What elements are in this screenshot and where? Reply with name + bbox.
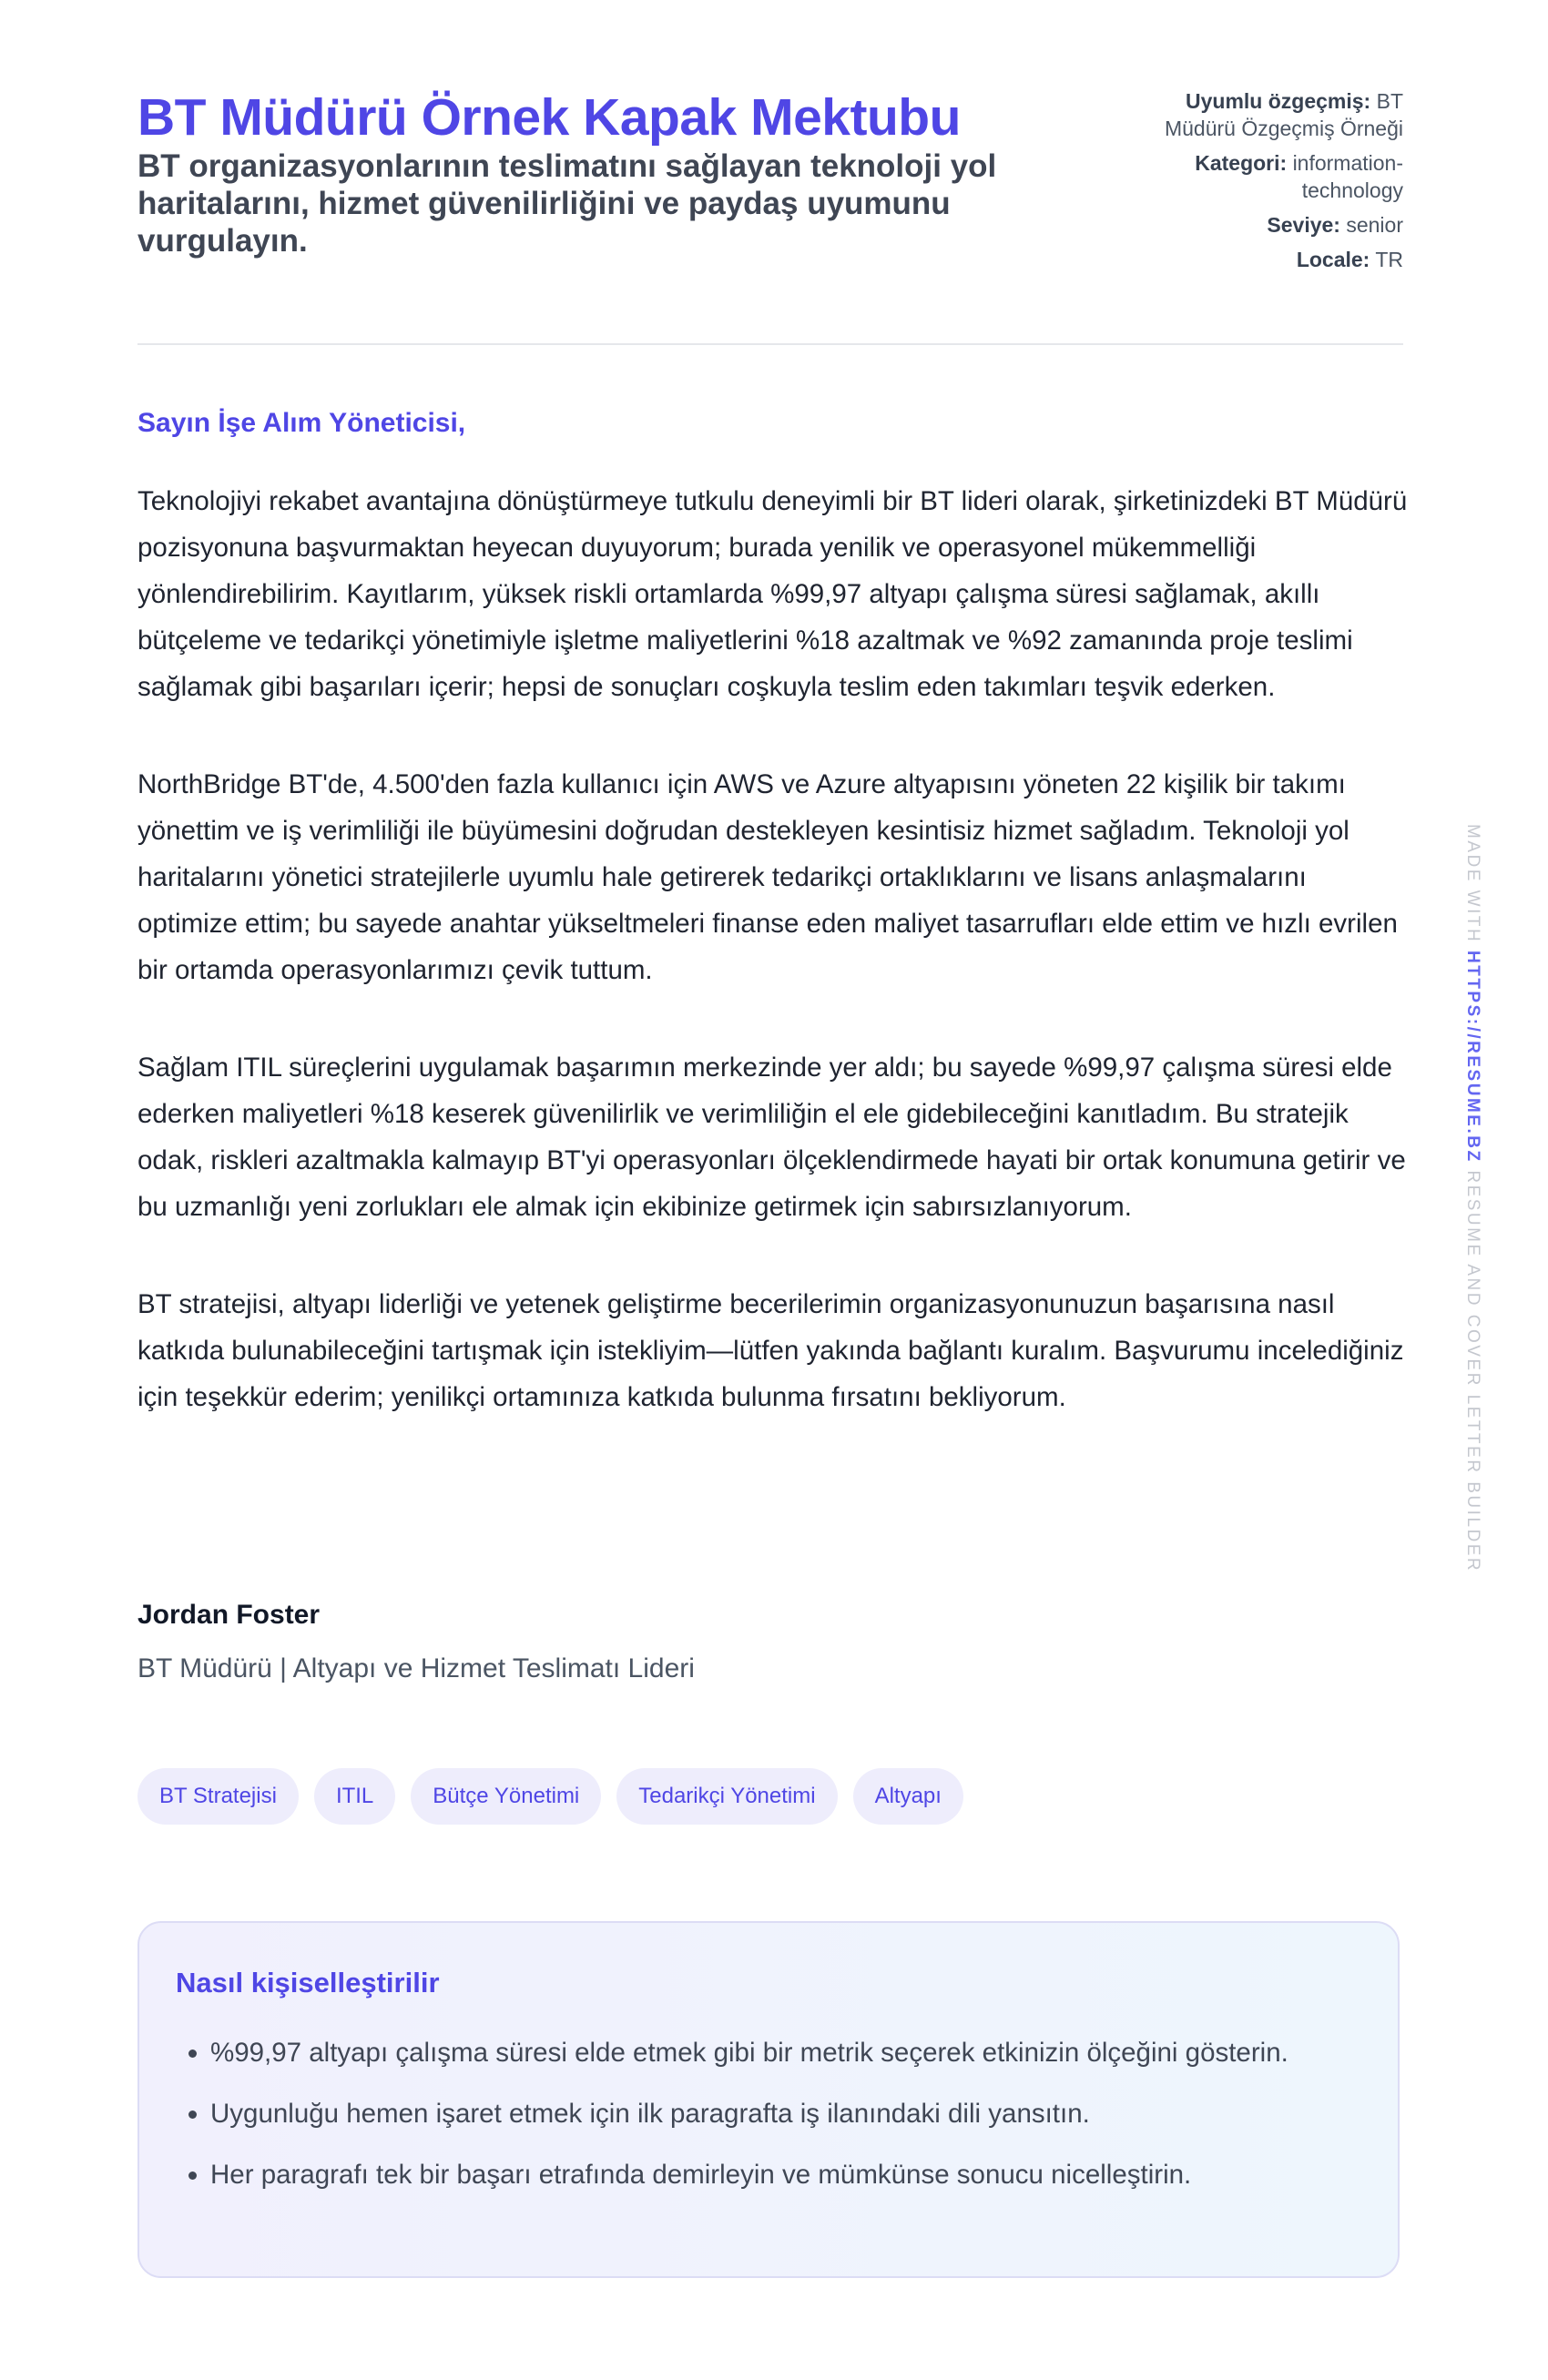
meta-locale: Locale: TR bbox=[1296, 248, 1403, 271]
tag-list bbox=[137, 1768, 963, 1825]
meta-compatible-resume: Uyumlu özgeçmiş: BT Müdürü Özgeçmiş Örneği bbox=[1164, 89, 1403, 140]
tip-item: • %99,97 altyapı çalışma süresi elde etmek gibi bir metrik seçerek etkinizin ölçeğini gösterin. bbox=[210, 2030, 1361, 2076]
meta-level: Seviye: senior bbox=[1267, 213, 1403, 237]
tag-chip: BT Stratejisi bbox=[137, 1768, 299, 1825]
paragraph: NorthBridge BT'de, 4.500'den fazla kullanıcı için AWS ve Azure altyapısını yöneten 22 kişilik bir takımı yönettim ve iş verimliliği ile büyümesini doğrudan destekleyen kesintisiz hizmet sağladım. Teknoloji yol haritalarını yönetici stratejilerle uyumlu hale getirerek tedarikçi ortaklıklarını ve lisans anlaşmalarını optimize ettim; bu sayede anahtar yükseltmeleri finanse eden maliyet tasarrufları elde ettim ve hızlı evrilen bir ortamda operasyonlarımızı çevik tuttum. bbox=[137, 769, 1398, 985]
tips-list bbox=[176, 2030, 1361, 2198]
header bbox=[137, 0, 1403, 345]
signature-role: BT Müdürü | Altyapı ve Hizmet Teslimatı Lideri bbox=[137, 1653, 695, 1683]
watermark-link[interactable]: HTTPS://RESUME.BZ bbox=[1463, 951, 1482, 1164]
tip-item: • Her paragrafı tek bir başarı etrafında demirleyin ve mümkünse sonucu nicelleştirin. bbox=[210, 2152, 1361, 2198]
tag-chip: Bütçe Yönetimi bbox=[411, 1768, 601, 1825]
letter-body bbox=[137, 478, 1412, 1471]
signature-name: Jordan Foster bbox=[137, 1600, 321, 1630]
tag-chip: ITIL bbox=[314, 1768, 395, 1825]
greeting: Sayın İşe Alım Yöneticisi, bbox=[137, 408, 466, 438]
paragraph: Sağlam ITIL süreçlerini uygulamak başarımın merkezinde yer aldı; bu sayede %99,97 çalışma süresi elde ederken maliyetleri %18 keserek güvenilirlik ve verimliliğin el ele gidebileceğini kanıtladım. Bu stratejik odak, riskleri azaltmakla kalmayıp BT'yi operasyonları ölçeklendirmede hayati bir ortak konumuna getirir ve bu uzmanlığı yeni zorlukları ele almak için ekibinize getirmek için sabırsızlanıyorum. bbox=[137, 1053, 1406, 1222]
paragraph: BT stratejisi, altyapı liderliği ve yetenek geliştirme becerilerimin organizasyonunuzun başarısına nasıl katkıda bulunabileceğini tartışmak için istekliyim—lütfen yakında bağlantı kuralım. Başvurumu incelediğiniz için teşekkür ederim; yenilikçi ortamınıza katkıda bulunma fırsatını bekliyorum. bbox=[137, 1289, 1404, 1412]
tips-title: Nasıl kişiselleştirilir bbox=[176, 1967, 440, 1999]
meta-info bbox=[1148, 87, 1403, 280]
personalization-tips bbox=[137, 1921, 1400, 2278]
cover-letter-page bbox=[137, 0, 1408, 2190]
meta-category: Kategori: information-technology bbox=[1195, 151, 1403, 202]
page-subtitle: BT organizasyonlarının teslimatını sağlayan teknoloji yol haritalarını, hizmet güvenilirliğini ve paydaş uyumunu vurgulayın. bbox=[137, 148, 997, 259]
paragraph: Teknolojiyi rekabet avantajına dönüştürmeye tutkulu deneyimli bir BT lideri olarak, şirketinizdeki BT Müdürü pozisyonuna başvurmaktan heyecan duyuyorum; burada yenilik ve operasyonel mükemmelliği yönlendirebilirim. Kayıtlarım, yüksek riskli ortamlarda %99,97 altyapı çalışma süresi sağlamak, akıllı bütçeleme ve tedarikçi yönetimiyle işletme maliyetlerini %18 azaltmak ve %92 zamanında proje teslimi sağlamak gibi başarıları içerir; hepsi de sonuçları coşkuyla teslim eden takımları teşvik ederken. bbox=[137, 486, 1408, 702]
page-title: BT Müdürü Örnek Kapak Mektubu bbox=[137, 88, 961, 147]
tag-chip: Altyapı bbox=[853, 1768, 963, 1825]
tag-chip: Tedarikçi Yönetimi bbox=[616, 1768, 837, 1825]
watermark: MADE WITH HTTPS://RESUME.BZ RESUME AND COVER LETTER BUILDER bbox=[1463, 824, 1482, 1573]
tip-item: • Uygunluğu hemen işaret etmek için ilk paragrafta iş ilanındaki dili yansıtın. bbox=[210, 2091, 1361, 2137]
